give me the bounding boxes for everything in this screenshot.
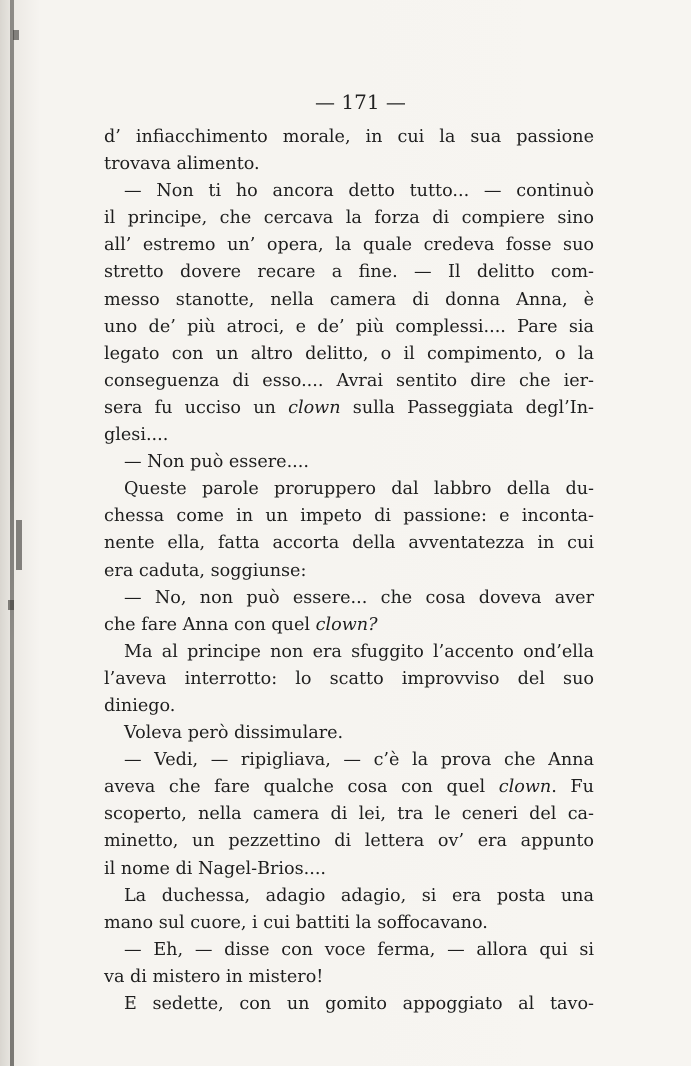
text-line [104,693,594,720]
italic-word: clown [498,777,552,798]
text-line [104,856,594,883]
text-line [104,585,594,612]
text-line [104,883,594,910]
text-fragment: legato con un altro delitto, o il compimento, o la [104,343,594,364]
text-line [104,151,594,178]
text-fragment: sulla Passeggiata degl’In- [340,397,594,418]
text-fragment: chessa come in un impeto di passione: e inconta- [104,506,594,527]
text-fragment: era caduta, soggiunse: [104,560,307,581]
text-line [104,801,594,828]
text-fragment: l’aveva interrotto: lo scatto improvviso del suo [104,668,594,689]
text-line [104,205,594,232]
text-fragment: messo stanotte, nella camera di donna Anna, è [104,289,594,310]
text-fragment: La duchessa, adagio adagio, si era posta una [124,885,594,906]
text-fragment: Ma al principe non era sfuggito l’accento ond’ella [124,641,594,662]
text-fragment: all’ estremo un’ opera, la quale credeva fosse suo [104,235,594,256]
text-line [104,639,594,666]
text-fragment: che fare Anna con quel [104,614,316,635]
text-fragment: scoperto, nella camera di lei, tra le ceneri del ca- [104,804,594,825]
italic-word: clown [288,397,341,418]
text-fragment: nente ella, fatta accorta della avventatezza in cui [104,533,594,554]
text-fragment: . Fu [551,777,594,798]
text-fragment: il principe, che cercava la forza di compiere sino [104,208,594,229]
text-fragment: Voleva però dissimulare. [124,723,344,744]
text-fragment: trovava alimento. [104,154,260,175]
text-line [104,341,594,368]
text-line [104,395,594,422]
text-line [104,666,594,693]
text-line [104,124,594,151]
text-fragment: va di mistero in mistero! [104,966,324,987]
text-fragment: aveva che fare qualche cosa con quel [104,777,499,798]
text-fragment: il nome di Nagel-Brios.... [104,858,327,879]
text-line [104,612,594,639]
text-fragment: minetto, un pezzettino di lettera ov’ era appunto [104,831,594,852]
text-line [104,503,594,530]
text-fragment: glesi.... [104,425,169,446]
page-number: — 171 — [315,90,406,114]
text-line [104,314,594,341]
text-line [104,910,594,937]
text-fragment: — No, non può essere... che cosa doveva aver [124,587,594,608]
text-line [104,991,594,1018]
text-line [104,530,594,557]
page-spine-shadow [10,0,14,1066]
text-line [104,828,594,855]
spine-mark [16,520,22,570]
text-line [104,937,594,964]
text-line [104,558,594,585]
text-fragment: — Non ti ho ancora detto tutto... — continuò [124,181,594,202]
text-fragment: d’ infiacchimento morale, in cui la sua passione [104,127,594,147]
italic-word: clown? [315,614,378,635]
text-line [104,422,594,449]
text-line [104,287,594,314]
text-line [104,232,594,259]
text-fragment: — Eh, — disse con voce ferma, — allora qui si [124,939,594,960]
text-fragment: stretto dovere recare a fine. — Il delitto com- [104,262,594,283]
text-fragment: diniego. [104,695,176,716]
text-line [104,476,594,503]
text-line [104,178,594,205]
text-fragment: E sedette, con un gomito appoggiato al tavo- [124,994,594,1014]
text-fragment: conseguenza di esso.... Avrai sentito dire che ier- [104,370,594,391]
text-fragment: uno de’ più atroci, e de’ più complessi.... Pare sia [104,316,594,337]
text-fragment: sera fu ucciso un [104,397,289,418]
text-fragment: Queste parole proruppero dal labbro della du- [124,479,594,500]
text-line [104,449,594,476]
text-line [104,368,594,395]
spine-mark [13,30,19,40]
text-fragment: mano sul cuore, i cui battiti la soffocavano. [104,912,488,933]
text-fragment: — Non può essere.... [124,452,309,473]
body-text [104,124,594,1018]
text-line [104,720,594,747]
text-fragment: — Vedi, — ripigliava, — c’è la prova che Anna [124,750,594,771]
text-line [104,747,594,774]
spine-mark [8,600,14,610]
text-line [104,259,594,286]
text-line [104,774,594,801]
text-line [104,964,594,991]
